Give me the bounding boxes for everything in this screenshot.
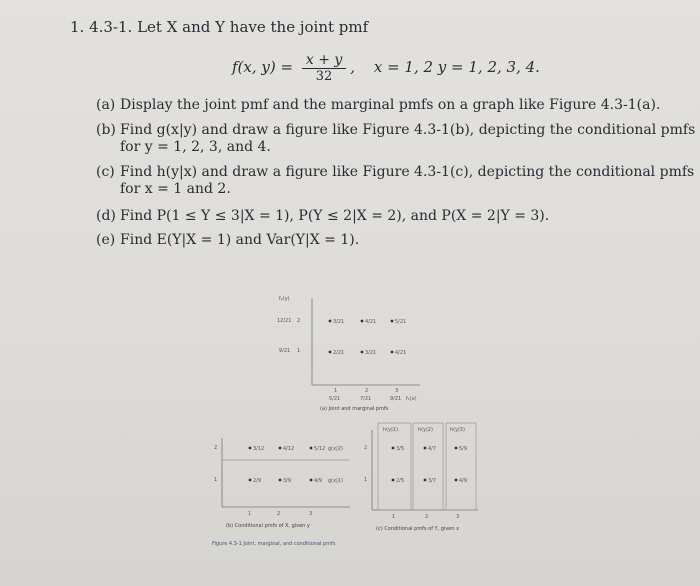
- joint-point-label: 2/21: [333, 350, 345, 356]
- part-label: (d): [96, 208, 116, 224]
- part-label: (b): [96, 122, 116, 138]
- part-text: Find P(1 ≤ Y ≤ 3|X = 1), P(Y ≤ 2|X = 2), and P(X = 2|Y = 3).: [120, 208, 550, 224]
- x-tick: 1: [392, 514, 396, 520]
- conditional-point-label: 3/5: [396, 446, 405, 452]
- conditional-row-label: g(x|1): [328, 478, 343, 484]
- formula-numerator: x + y: [302, 52, 346, 69]
- part-text: Display the joint pmf and the marginal pmfs on a graph like Figure 4.3-1(a).: [120, 97, 661, 113]
- formula-fraction: [302, 52, 346, 84]
- y-tick: 2: [297, 318, 301, 324]
- conditional-point-label: 3/7: [428, 478, 437, 484]
- marginal-x-value: 5/21: [329, 396, 341, 402]
- panel-c-header: h(y|3): [450, 427, 465, 433]
- joint-point: [391, 351, 394, 354]
- panel-c-header: h(y|2): [418, 427, 433, 433]
- panel-b: [214, 438, 350, 529]
- part-text: Find E(Y|X = 1) and Var(Y|X = 1).: [120, 232, 360, 248]
- x-tick: 3: [395, 388, 399, 394]
- conditional-point: [249, 447, 252, 450]
- conditional-point: [455, 479, 458, 482]
- conditional-point: [424, 479, 427, 482]
- panel-c: [364, 423, 478, 532]
- figure-4-3-1: [195, 280, 515, 580]
- joint-point-label: 4/21: [365, 319, 377, 325]
- formula-separator: ,: [350, 58, 356, 76]
- panel-a: [277, 296, 420, 412]
- conditional-point: [392, 479, 395, 482]
- conditional-point-label: 4/7: [428, 446, 437, 452]
- conditional-point: [455, 447, 458, 450]
- panel-a-y-axis-label: f₂(y): [279, 296, 290, 302]
- conditional-point: [424, 447, 427, 450]
- joint-point: [361, 351, 364, 354]
- joint-point: [391, 320, 394, 323]
- marginal-x-value: 9/21: [390, 396, 402, 402]
- conditional-point-label: 4/9: [314, 478, 323, 484]
- part-text: Find h(y|x) and draw a figure like Figure 4.3-1(c), depicting the conditional pmfs: [120, 164, 695, 180]
- conditional-point: [279, 479, 282, 482]
- conditional-point-label: 4/9: [459, 478, 468, 484]
- part-e: [96, 232, 359, 249]
- conditional-point: [279, 447, 282, 450]
- conditional-point-label: 3/9: [283, 478, 292, 484]
- x-tick: 2: [425, 514, 429, 520]
- marginal-y-value: 9/21: [279, 348, 291, 354]
- panel-c-caption: (c) Conditional pmfs of Y, given x: [376, 526, 460, 532]
- formula-denominator: 32: [315, 69, 333, 84]
- panel-a-caption: (a) Joint and marginal pmfs: [320, 406, 389, 412]
- part-a: [96, 97, 660, 114]
- conditional-row-label: g(x|2): [328, 446, 343, 452]
- part-label: (e): [96, 232, 116, 248]
- x-tick: 3: [456, 514, 460, 520]
- marginal-y-value: 12/21: [277, 318, 292, 324]
- conditional-point-label: 3/12: [253, 446, 265, 452]
- y-tick: 2: [364, 445, 368, 451]
- part-text-continued: for x = 1 and 2.: [120, 181, 231, 197]
- part-text-continued: for y = 1, 2, 3, and 4.: [120, 139, 271, 155]
- y-tick: 2: [214, 445, 218, 451]
- part-label: (a): [96, 97, 116, 113]
- conditional-point: [392, 447, 395, 450]
- joint-point-label: 3/21: [333, 319, 345, 325]
- formula-domain: x = 1, 2 y = 1, 2, 3, 4.: [373, 58, 540, 76]
- joint-point: [361, 320, 364, 323]
- conditional-point: [249, 479, 252, 482]
- part-label: (c): [96, 164, 115, 180]
- figure-caption: Figure 4.3-1 Joint, marginal, and conditional pmfs: [212, 541, 336, 547]
- panel-a-x-axis-label: f₁(x): [406, 396, 417, 402]
- x-tick: 1: [248, 511, 252, 517]
- part-b: [96, 122, 695, 156]
- panel-b-caption: (b) Conditional pmfs of X, given y: [226, 523, 310, 529]
- joint-point: [329, 351, 332, 354]
- part-d: [96, 208, 549, 225]
- conditional-point-label: 2/9: [253, 478, 262, 484]
- x-tick: 2: [365, 388, 369, 394]
- conditional-point-label: 2/5: [396, 478, 405, 484]
- x-tick: 2: [277, 511, 281, 517]
- conditional-point: [310, 479, 313, 482]
- y-tick: 1: [214, 477, 218, 483]
- problem-title: 1. 4.3-1. Let X and Y have the joint pmf: [70, 18, 369, 36]
- conditional-point-label: 4/12: [283, 446, 295, 452]
- formula-lhs: f(x, y) =: [232, 58, 294, 76]
- marginal-x-value: 7/21: [360, 396, 372, 402]
- conditional-point-label: 5/12: [314, 446, 326, 452]
- conditional-point: [310, 447, 313, 450]
- part-c: [96, 164, 694, 198]
- joint-point: [329, 320, 332, 323]
- joint-point-label: 4/21: [395, 350, 407, 356]
- joint-pmf-formula: [232, 52, 540, 84]
- x-tick: 1: [334, 388, 338, 394]
- y-tick: 1: [364, 477, 368, 483]
- panel-c-header: h(y|1): [383, 427, 398, 433]
- y-tick: 1: [297, 348, 301, 354]
- joint-point-label: 5/21: [395, 319, 407, 325]
- part-text: Find g(x|y) and draw a figure like Figure 4.3-1(b), depicting the conditional pmfs: [120, 122, 696, 138]
- conditional-point-label: 5/9: [459, 446, 468, 452]
- joint-point-label: 3/21: [365, 350, 377, 356]
- x-tick: 3: [309, 511, 313, 517]
